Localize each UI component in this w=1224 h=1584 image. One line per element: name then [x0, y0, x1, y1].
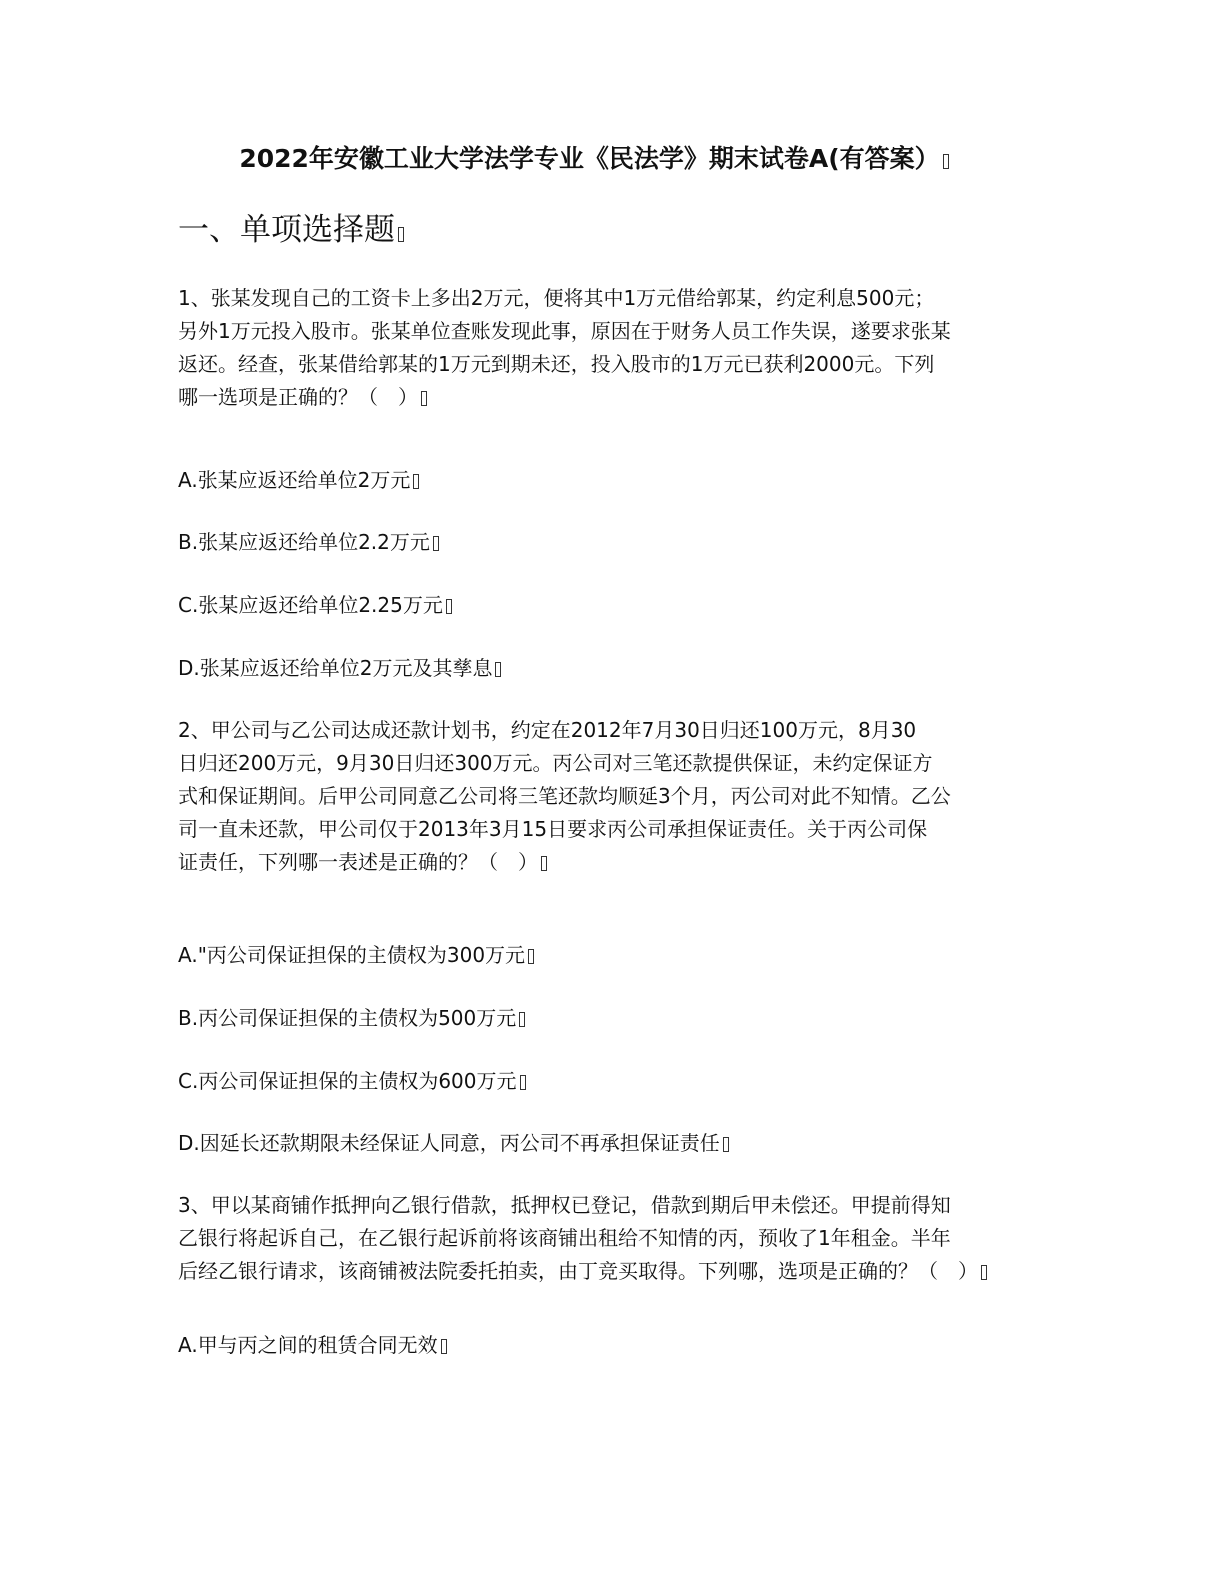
question-3-stem: 3、甲以某商铺作抵押向乙银行借款，抵押权已登记，借款到期后甲未偿还。甲提前得知 乙银行将起诉自己，在乙银行起诉前将该商铺出租给不知情的丙，预收了1年租金。半年 后经乙银行请求，该商铺被法院委托拍卖，由丁竞买取得。下列哪，选项是正确的？（ ） — [178, 1189, 987, 1288]
question-1-option-a: A.张某应返还给单位2万元 — [178, 465, 419, 495]
question-1-option-c: C.张某应返还给单位2.25万元 — [178, 590, 452, 620]
question-2-option-d: D.因延长还款期限未经保证人同意，丙公司不再承担保证责任 — [178, 1128, 729, 1158]
format-mark-icon — [421, 391, 427, 406]
question-1-option-b: B.张某应返还给单位2.2万元 — [178, 527, 439, 557]
exam-title: 2022年安徽工业大学法学专业《民法学》期末试卷A(有答案） — [0, 142, 1188, 176]
question-2-option-a: A."丙公司保证担保的主债权为300万元 — [178, 940, 534, 970]
format-mark-icon — [398, 227, 404, 242]
format-mark-icon — [520, 1075, 526, 1090]
format-mark-icon — [723, 1137, 729, 1152]
format-mark-icon — [541, 856, 547, 871]
format-mark-icon — [495, 662, 501, 677]
format-mark-icon — [519, 1012, 525, 1027]
question-2-stem: 2、甲公司与乙公司达成还款计划书，约定在2012年7月30日归还100万元，8月30 日归还200万元，9月30日归还300万元。丙公司对三笔还款提供保证，未约定保证方 式和保证期间。后甲公司同意乙公司将三笔还款均顺延3个月，丙公司对此不知情。乙公 司一直未还款，甲公司仅于2013年3月15日要求丙公司承担保证责任。关于丙公司保 证责任，下列哪一表述是正确的？（ ） — [178, 718, 951, 874]
section-heading: 一、单项选择题 — [178, 210, 404, 250]
format-mark-icon — [446, 599, 452, 614]
format-mark-icon — [433, 536, 439, 551]
question-3-option-a: A.甲与丙之间的租赁合同无效 — [178, 1330, 447, 1360]
question-2-option-b: B.丙公司保证担保的主债权为500万元 — [178, 1003, 525, 1033]
format-mark-icon — [441, 1339, 447, 1354]
question-2-option-c: C.丙公司保证担保的主债权为600万元 — [178, 1066, 526, 1096]
format-mark-icon — [981, 1265, 987, 1280]
question-1-stem: 1、张某发现自己的工资卡上多出2万元，便将其中1万元借给郭某，约定利息500元； 另外1万元投入股市。张某单位查账发现此事，原因在于财务人员工作失误，遂要求张某 返还。经查，张某借给郭某的1万元到期未还，投入股市的1万元已获利2000元。下列 哪一选项是正确的？（ ） — [178, 286, 951, 409]
question-1-option-d: D.张某应返还给单位2万元及其孳息 — [178, 653, 501, 683]
format-mark-icon — [943, 154, 949, 169]
format-mark-icon — [528, 949, 534, 964]
format-mark-icon — [413, 474, 419, 489]
